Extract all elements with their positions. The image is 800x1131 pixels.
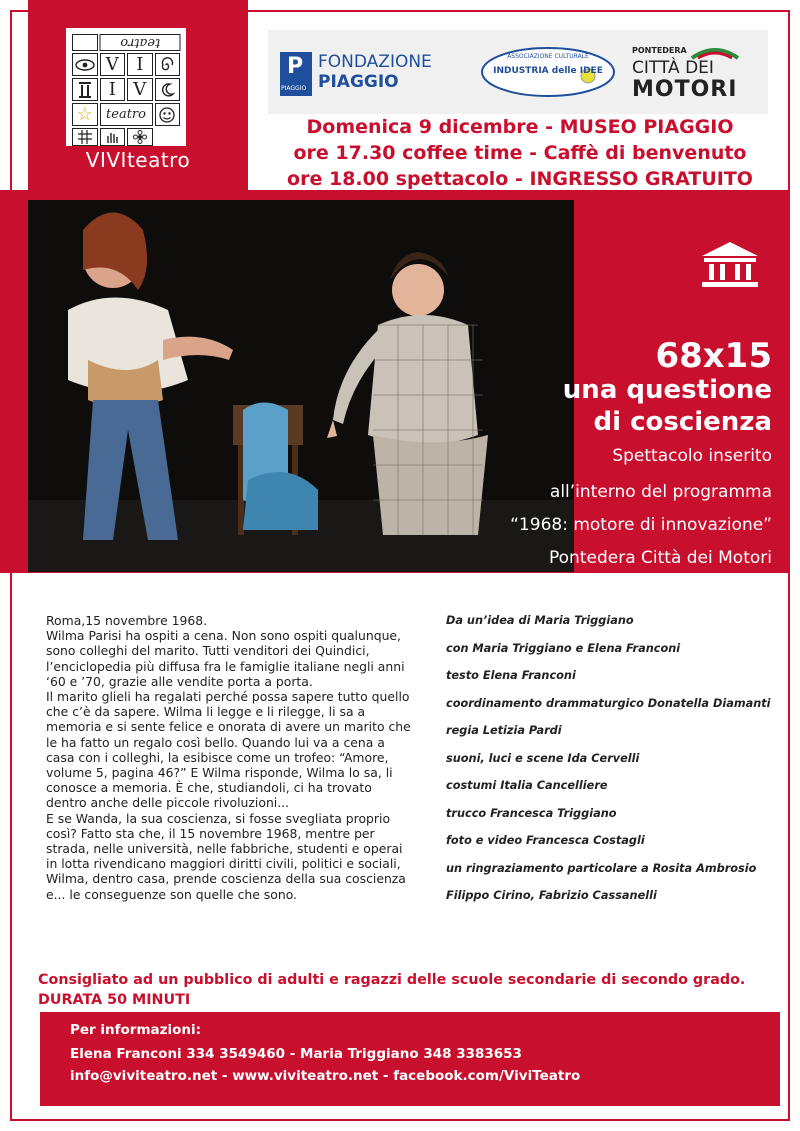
pontedera-label: PONTEDERA — [632, 46, 687, 55]
credit-item: coordinamento drammaturgico Donatella Diamanti — [446, 696, 771, 710]
logo-cell — [72, 34, 98, 51]
program-line3: “1968: motore di innovazione” — [510, 515, 772, 535]
credit-item: suoni, luci e scene Ida Cervelli — [446, 751, 640, 765]
credit-item: un ringraziamento particolare a Rosita Ambrosio — [446, 861, 757, 875]
synopsis-paragraph: Il marito glieli ha regalati perché possa sapere tutto quello che c’è da sapere. Wilma li legge e li rilegge, li sa a memoria e si sente felice e onorata di avere un marito che le ha fatto un regalo così bello. Quando lui va a cena a casa con i colleghi, la esibisce come un trofeo: “Amore, volume 5, pagina 46?” E Wilma risponde, Wilma lo sa, li conosce a memoria. È che, studiandoli, ci ha trovato dentro anche delle piccole rivoluzioni... — [46, 689, 411, 811]
piaggio-badge-text: PIAGGIO — [281, 85, 307, 92]
contact-info-box — [40, 1012, 780, 1106]
star-icon: ☆ — [72, 103, 98, 126]
credit-item: costumi Italia Cancelliere — [446, 779, 608, 792]
credit-item: Da un’idea di Maria Triggiano — [446, 614, 634, 627]
program-line2: all’interno del programma — [549, 482, 772, 502]
swirl-icon — [155, 53, 181, 76]
citta-label: CITTÀ DEI — [632, 58, 714, 78]
logo-cell: V — [127, 78, 153, 101]
show-subtitle-line2: di coscienza — [593, 407, 772, 437]
column-icon — [72, 78, 98, 101]
info-web: info@viviteatro.net - www.viviteatro.net - facebook.com/ViviTeatro — [70, 1068, 581, 1084]
credit-item: con Maria Triggiano e Elena Franconi — [446, 641, 681, 655]
piaggio-badge-letter: P — [287, 54, 304, 79]
associazione-label: ASSOCIAZIONE CULTURALE — [507, 53, 589, 60]
fondazione-text: FONDAZIONE — [318, 52, 432, 72]
show-title: 68x15 — [655, 336, 772, 376]
program-line4: Pontedera Città dei Motori — [549, 548, 772, 568]
piaggio-badge — [280, 52, 312, 96]
logo-cell: I — [100, 78, 126, 101]
program-line1: Spettacolo inserito — [612, 446, 772, 466]
credit-item: trucco Francesca Triggiano — [446, 806, 617, 820]
credit-item: regia Letizia Pardi — [446, 724, 562, 737]
event-info — [260, 114, 780, 192]
mask-icon — [155, 103, 181, 126]
synopsis-paragraph: E se Wanda, la sua coscienza, si fosse svegliata proprio così? Fatto sta che, il 15 novembre 1968, mentre per strada, nelle università, nelle fabbriche, studenti e operai in lotta rivendicano maggiori diritti civili, politici e sociali, Wilma, dentro casa, prende coscienza della sua coscienza e... le conseguenze son quelle che sono. — [46, 810, 406, 902]
viviteatro-logo — [66, 28, 186, 146]
moon-icon — [155, 78, 181, 101]
performance-photo — [28, 200, 574, 572]
industria-label: INDUSTRIA delle IDEE — [493, 66, 603, 76]
sponsor-bar — [268, 30, 768, 114]
synopsis-paragraph: Roma,15 novembre 1968. — [46, 613, 208, 628]
credit-item: testo Elena Franconi — [446, 669, 576, 682]
logo-name: VIVIteatro — [85, 148, 191, 172]
info-phones: Elena Franconi 334 3549460 - Maria Triggiano 348 3383653 — [70, 1046, 522, 1062]
credit-item: Filippo Cirino, Fabrizio Cassanelli — [446, 889, 657, 902]
event-show-line: ore 18.00 spettacolo - INGRESSO GRATUITO — [287, 168, 753, 190]
motori-label: MOTORI — [632, 77, 738, 102]
duration-line: DURATA 50 MINUTI — [38, 992, 191, 1008]
viviteatro-logo-block — [28, 0, 248, 190]
show-subtitle-line1: una questione — [562, 375, 772, 405]
info-label: Per informazioni: — [70, 1022, 202, 1038]
grid-icon — [72, 128, 98, 146]
citta-motori-logo — [628, 44, 763, 104]
synopsis — [46, 613, 416, 902]
eye-icon — [72, 53, 98, 76]
flower-icon — [127, 128, 153, 146]
performance-illustration — [28, 200, 574, 572]
audience-line: Consigliato ad un pubblico di adulti e ragazzi delle scuole secondarie di secondo grado. — [38, 972, 746, 988]
logo-cell: teatro — [100, 34, 181, 51]
hand-icon — [100, 128, 126, 146]
logo-cell: I — [127, 53, 153, 76]
event-date-line: Domenica 9 dicembre - MUSEO PIAGGIO — [306, 116, 734, 138]
event-coffee-line: ore 17.30 coffee time - Caffè di benvenuto — [293, 142, 747, 164]
show-subtitle — [563, 374, 772, 438]
credits-list — [446, 614, 786, 917]
audience-note — [38, 970, 778, 1010]
museum-icon — [700, 240, 760, 290]
logo-cell: teatro — [100, 103, 153, 126]
synopsis-paragraph: Wilma Parisi ha ospiti a cena. Non sono ospiti qualunque, sono colleghi del marito. Tutti venditori dei Quindici, l’enciclopedia più diffusa fra le famiglie italiane negli anni ‘60 e ’70, grazie alle vendite porta a porta. — [46, 628, 405, 689]
logo-cell: V — [100, 53, 126, 76]
piaggio-text: PIAGGIO — [318, 72, 399, 92]
fondazione-piaggio-logo — [280, 50, 470, 100]
credit-item: foto e video Francesca Costagli — [446, 834, 645, 847]
industria-idee-logo — [478, 42, 618, 102]
